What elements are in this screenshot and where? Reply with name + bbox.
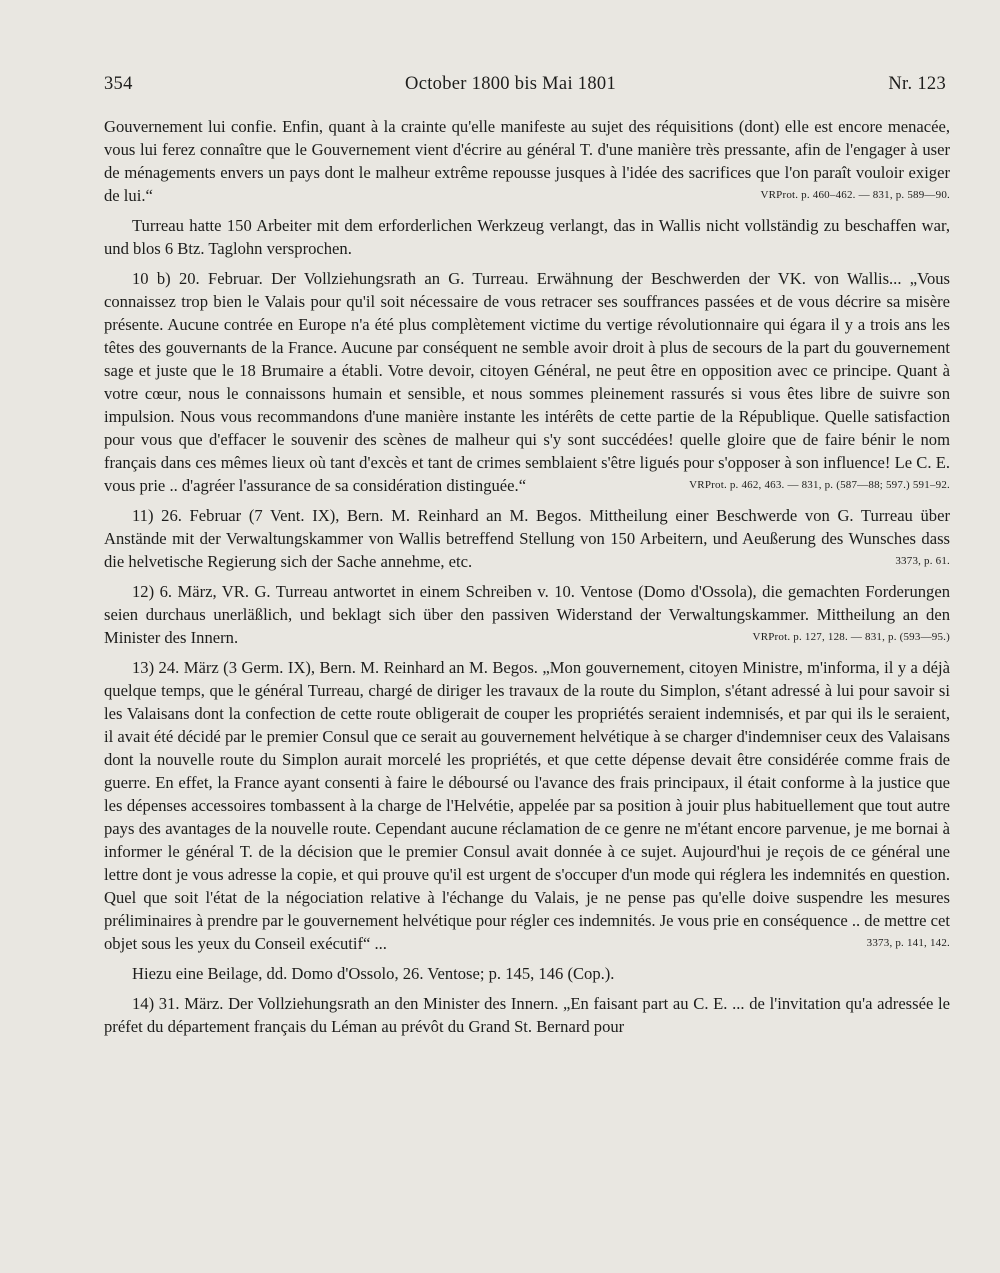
paragraph-continuation bbox=[104, 115, 950, 207]
source-reference: 3373, p. 141, 142. bbox=[866, 937, 950, 949]
paragraph-text: 10 b) 20. Februar. Der Vollziehungsrath an G. Turreau. Erwähnung der Beschwerden der VK. von Wallis... „Vous connaissez trop bien le Valais pour qu'il soit nécessaire de vous retracer ses souffrances passées et de vous décrire sa misère présente. Aucune contrée en Europe n'a été plus complètement victime du vertige révolutionnaire qui égara il y a trois ans les têtes des gouvernants de la France. Aucune par conséquent ne semble avoir droit à plus de secours de la part du gouvernement sage et juste que le 18 Brumaire a établi. Votre devoir, citoyen Général, ne peut être en opposition avec ce principe. Quant à votre cœur, nous le connaissons humain et sensible, et nous sommes pleinement rassurés si vous êtes libre de suivre son impulsion. Nous vous recommandons d'une manière instante les intérêts de cette partie de la République. Quelle satisfaction pour vous que d'effacer le souvenir des scènes de malheur qui s'y sont succédées! quelle gloire que de faire bénir le nom français dans ces mêmes lieux où tant d'excès et tant de crimes semblaient s'être ligués pour s'opposer à son influence! Le C. E. vous prie .. d'agréer l'assurance de sa considération distinguée.“ bbox=[104, 269, 950, 495]
document-number: Nr. 123 bbox=[888, 74, 946, 94]
running-title: October 1800 bis Mai 1801 bbox=[405, 74, 617, 94]
page-header bbox=[104, 74, 950, 95]
page-number: 354 bbox=[104, 74, 133, 94]
paragraph-entry-11 bbox=[104, 504, 950, 573]
paragraph-entry-14 bbox=[104, 992, 950, 1038]
paragraph-text: 12) 6. März, VR. G. Turreau antwortet in einem Schreiben v. 10. Ventose (Domo d'Ossola), die gemachten Forderungen seien durchaus unerläßlich, und beklagt sich über den passiven Widerstand der Verwaltungskammer. Mittheilung an den Minister des Innern. bbox=[104, 582, 950, 647]
source-reference: VRProt. p. 127, 128. — 831, p. (593—95.) bbox=[752, 631, 950, 643]
paragraph-text: 11) 26. Februar (7 Vent. IX), Bern. M. Reinhard an M. Begos. Mittheilung einer Beschwerde von G. Turreau über Anstände mit der Verwaltungskammer von Wallis betreffend Stellung von 150 Arbeitern, und Aeußerung des Wunsches dass die helvetische Regierung sich der Sache annehme, etc. bbox=[104, 506, 950, 571]
source-reference: VRProt. p. 460–462. — 831, p. 589—90. bbox=[760, 189, 950, 201]
source-reference: VRProt. p. 462, 463. — 831, p. (587—88; 597.) 591–92. bbox=[689, 479, 950, 491]
paragraph-note bbox=[104, 214, 950, 260]
paragraph-text: 14) 31. März. Der Vollziehungsrath an den Minister des Innern. „En faisant part au C. E. ... de l'invitation qu'a adressée le préfet du département français du Léman au prévôt du Grand St. Bernard pour bbox=[104, 994, 950, 1036]
source-reference: 3373, p. 61. bbox=[895, 555, 950, 567]
body-text bbox=[104, 115, 950, 1038]
paragraph-text: Gouvernement lui confie. Enfin, quant à la crainte qu'elle manifeste au sujet des réquisitions (dont) elle est encore menacée, vous lui ferez connaître que le Gouvernement vient d'écrire au général T. d'une manière très pressante, afin de l'engager à user de ménagements envers un pays dont le malheur extrême repousse jusques à l'idée des sacrifices que l'on paraît vouloir exiger de lui.“ bbox=[104, 117, 950, 205]
paragraph-entry-12 bbox=[104, 580, 950, 649]
paragraph-entry-10b bbox=[104, 267, 950, 497]
paragraph-attachment bbox=[104, 962, 950, 985]
paragraph-text: Turreau hatte 150 Arbeiter mit dem erforderlichen Werkzeug verlangt, das in Wallis nicht vollständig zu beschaffen war, und blos 6 Btz. Taglohn versprochen. bbox=[104, 216, 950, 258]
paragraph-text: Hiezu eine Beilage, dd. Domo d'Ossolo, 26. Ventose; p. 145, 146 (Cop.). bbox=[132, 964, 615, 983]
paragraph-entry-13 bbox=[104, 656, 950, 955]
paragraph-text: 13) 24. März (3 Germ. IX), Bern. M. Reinhard an M. Begos. „Mon gouvernement, citoyen Ministre, m'informa, il y a déjà quelque temps, que le général Turreau, chargé de diriger les travaux de la route du Simplon, s'étant adressé à lui pour savoir si les Valaisans dont la confection de cette route obligerait de couper les propriétés seraient indemnisés, et par qui ils le seraient, il avait été décidé par le premier Consul que ce serait au gouvernement helvétique à se charger d'indemniser ceux des Valaisans dont la nouvelle route du Simplon aurait morcelé les propriétés, et que cette dépense devait être considérée comme frais de guerre. En effet, la France ayant consenti à faire le déboursé ou l'avance des frais principaux, il était conforme à la justice que les dépenses accessoires tombassent à la charge de l'Helvétie, appelée par sa position à jouir plus habituellement que tout autre pays des avantages de la nouvelle route. Cependant aucune réclamation de ce genre ne m'étant encore parvenue, je me bornai à informer le général T. de la décision que le premier Consul avait donnée à ce sujet. Aujourd'hui je reçois de ce général une lettre dont je vous adresse la copie, et qui prouve qu'il est urgent de s'occuper d'un mode qui réglera les indemnités en question. Quel que soit l'état de la négociation relative à l'échange du Valais, je ne pense pas qu'elle doive suspendre les mesures préliminaires à prendre par le gouvernement helvétique pour régler ces indemnités. Je vous prie en conséquence .. de mettre cet objet sous les yeux du Conseil exécutif“ ... bbox=[104, 658, 950, 953]
